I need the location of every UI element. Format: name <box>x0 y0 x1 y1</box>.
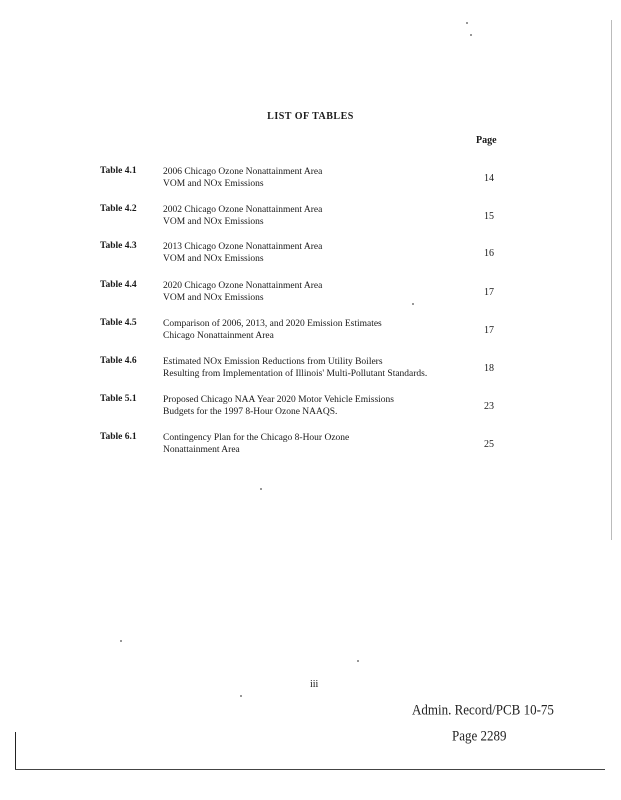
admin-page-stamp: Page 2289 <box>452 726 507 745</box>
table-label: Table 4.5 <box>100 318 137 328</box>
table-page-number: 25 <box>484 439 494 450</box>
table-description-line: VOM and NOx Emissions <box>163 179 264 189</box>
table-description <box>163 204 322 228</box>
table-description-line: Resulting from Implementation of Illinois' Multi-Pollutant Standards. <box>163 369 428 379</box>
table-description-line: 2020 Chicago Ozone Nonattainment Area <box>163 281 323 291</box>
scan-border-bottom <box>15 769 605 770</box>
scan-speck <box>470 34 472 36</box>
table-description-line: Nonattainment Area <box>163 445 240 455</box>
table-description-line: 2013 Chicago Ozone Nonattainment Area <box>163 242 323 252</box>
table-page-number: 14 <box>484 173 494 184</box>
table-page-number: 15 <box>484 211 494 222</box>
list-item <box>0 280 621 310</box>
table-description-line: Estimated NOx Emission Reductions from Utility Boilers <box>163 357 383 367</box>
table-description-line: VOM and NOx Emissions <box>163 217 264 227</box>
list-item <box>0 318 621 348</box>
table-description-line: 2006 Chicago Ozone Nonattainment Area <box>163 167 323 177</box>
table-label: Table 6.1 <box>100 432 137 442</box>
table-description-line: Proposed Chicago NAA Year 2020 Motor Vehicle Emissions <box>163 395 394 405</box>
scan-speck <box>120 640 122 642</box>
table-page-number: 18 <box>484 363 494 374</box>
table-label: Table 4.6 <box>100 356 137 366</box>
scan-speck <box>357 660 359 662</box>
table-page-number: 17 <box>484 287 494 298</box>
table-description <box>163 394 394 418</box>
scan-speck <box>260 488 262 490</box>
table-description <box>163 356 427 380</box>
table-description-line: Comparison of 2006, 2013, and 2020 Emission Estimates <box>163 319 382 329</box>
table-label: Table 4.4 <box>100 280 137 290</box>
table-description <box>163 241 322 265</box>
scan-border-left <box>15 732 16 770</box>
table-page-number: 17 <box>484 325 494 336</box>
page-title: LIST OF TABLES <box>267 111 354 122</box>
table-description-line: Chicago Nonattainment Area <box>163 331 274 341</box>
table-description <box>163 166 322 190</box>
table-description-line: Contingency Plan for the Chicago 8-Hour Ozone <box>163 433 350 443</box>
table-description-line: VOM and NOx Emissions <box>163 293 264 303</box>
table-page-number: 23 <box>484 401 494 412</box>
table-description-line: Budgets for the 1997 8-Hour Ozone NAAQS. <box>163 407 338 417</box>
scan-speck <box>240 695 242 697</box>
list-item <box>0 432 621 462</box>
list-item <box>0 204 621 234</box>
admin-record-stamp: Admin. Record/PCB 10-75 <box>412 700 554 719</box>
table-label: Table 4.2 <box>100 204 137 214</box>
list-item <box>0 241 621 271</box>
page-column-header: Page <box>476 135 497 146</box>
list-item <box>0 394 621 424</box>
table-description-line: VOM and NOx Emissions <box>163 254 264 264</box>
list-item <box>0 166 621 196</box>
table-label: Table 5.1 <box>100 394 137 404</box>
table-description-line: 2002 Chicago Ozone Nonattainment Area <box>163 205 323 215</box>
page-number-roman: iii <box>310 679 319 690</box>
table-description <box>163 432 349 456</box>
table-label: Table 4.1 <box>100 166 137 176</box>
table-page-number: 16 <box>484 248 494 259</box>
list-item <box>0 356 621 386</box>
table-description <box>163 318 382 342</box>
table-description <box>163 280 322 304</box>
table-label: Table 4.3 <box>100 241 137 251</box>
scan-speck <box>466 22 468 24</box>
